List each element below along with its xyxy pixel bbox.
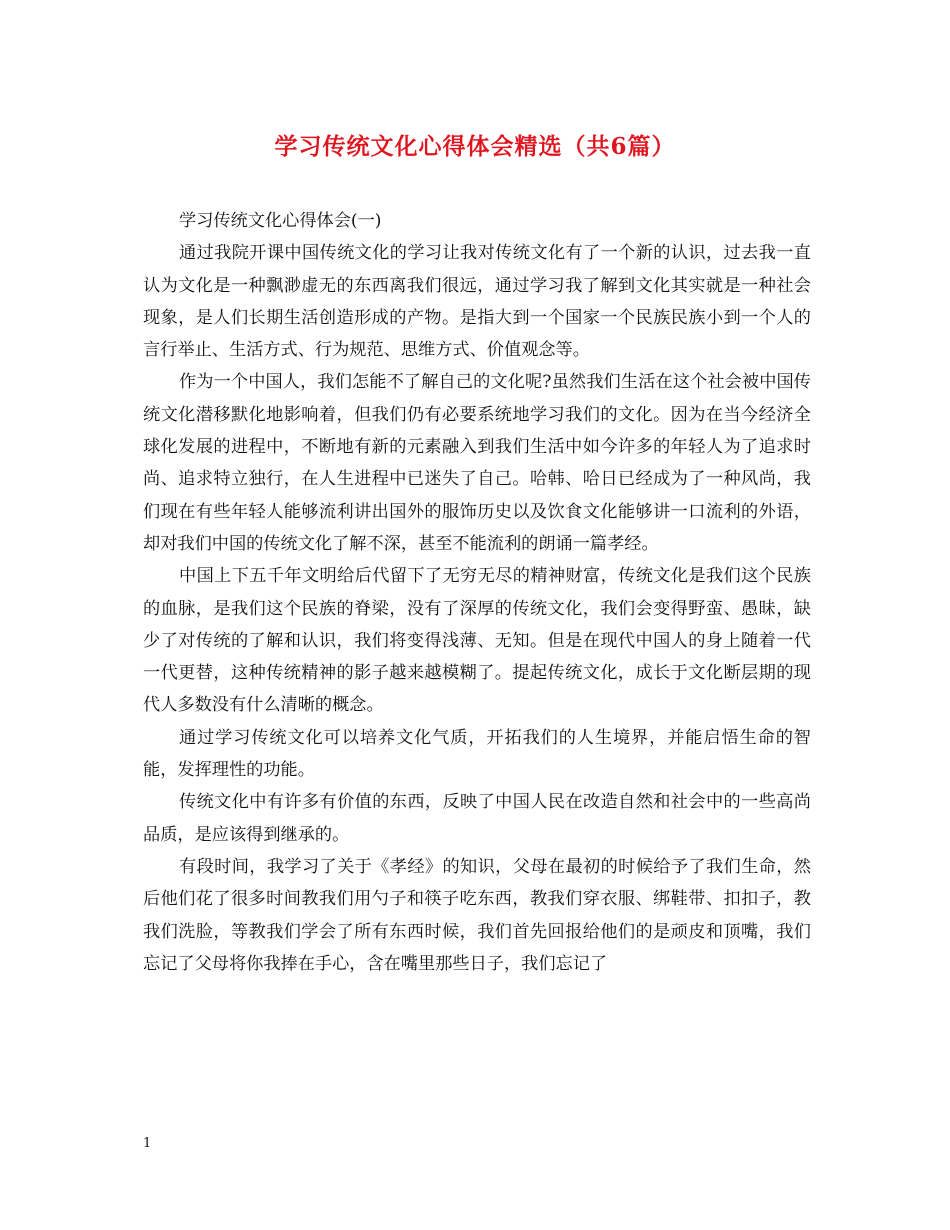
document-body (143, 205, 811, 980)
paragraph: 中国上下五千年文明给后代留下了无穷无尽的精神财富，传统文化是我们这个民族的血脉，是我们这个民族的脊梁，没有了深厚的传统文化，我们会变得野蛮、愚昧，缺少了对传统的了解和认识，我们将变得浅薄、无知。但是在现代中国人的身上随着一代一代更替，这种传统精神的影子越来越模糊了。提起传统文化，成长于文化断层期的现代人多数没有什么清晰的概念。 (143, 566, 811, 716)
section-heading: 学习传统文化心得体会(一) (179, 211, 382, 231)
paragraph: 作为一个中国人，我们怎能不了解自己的文化呢?虽然我们生活在这个社会被中国传统文化潜移默化地影响着，但我们仍有必要系统地学习我们的文化。因为在当今经济全球化发展的进程中，不断地有新的元素融入到我们生活中如今许多的年轻人为了追求时尚、追求特立独行，在人生进程中已迷失了自己。哈韩、哈日已经成为了一种风尚，我们现在有些年轻人能够流利讲出国外的服饰历史以及饮食文化能够讲一口流利的外语，却对我们中国的传统文化了解不深，甚至不能流利的朗诵一篇孝经。 (143, 372, 811, 554)
paragraph: 传统文化中有许多有价值的东西，反映了中国人民在改造自然和社会中的一些高尚品质，是应该得到继承的。 (143, 792, 811, 845)
document-title: 学习传统文化心得体会精选（共6篇） (274, 133, 676, 160)
paragraph: 通过学习传统文化可以培养文化气质，开拓我们的人生境界，并能启悟生命的智能，发挥理性的功能。 (143, 727, 811, 781)
page-number: 1 (143, 1136, 152, 1151)
paragraph: 通过我院开课中国传统文化的学习让我对传统文化有了一个新的认识，过去我一直认为文化是一种飘渺虚无的东西离我们很远，通过学习我了解到文化其实就是一种社会现象，是人们长期生活创造形成的产物。是指大到一个国家一个民族民族小到一个人的言行举止、生活方式、行为规范、思维方式、价值观念等。 (143, 243, 811, 361)
paragraph: 有段时间，我学习了关于《孝经》的知识，父母在最初的时候给予了我们生命，然后他们花了很多时间教我们用勺子和筷子吃东西，教我们穿衣服、绑鞋带、扣扣子，教我们洗脸，等教我们学会了所有东西时候，我们首先回报给他们的是顽皮和顶嘴，我们忘记了父母将你我捧在手心，含在嘴里那些日子，我们忘记了 (143, 856, 811, 974)
